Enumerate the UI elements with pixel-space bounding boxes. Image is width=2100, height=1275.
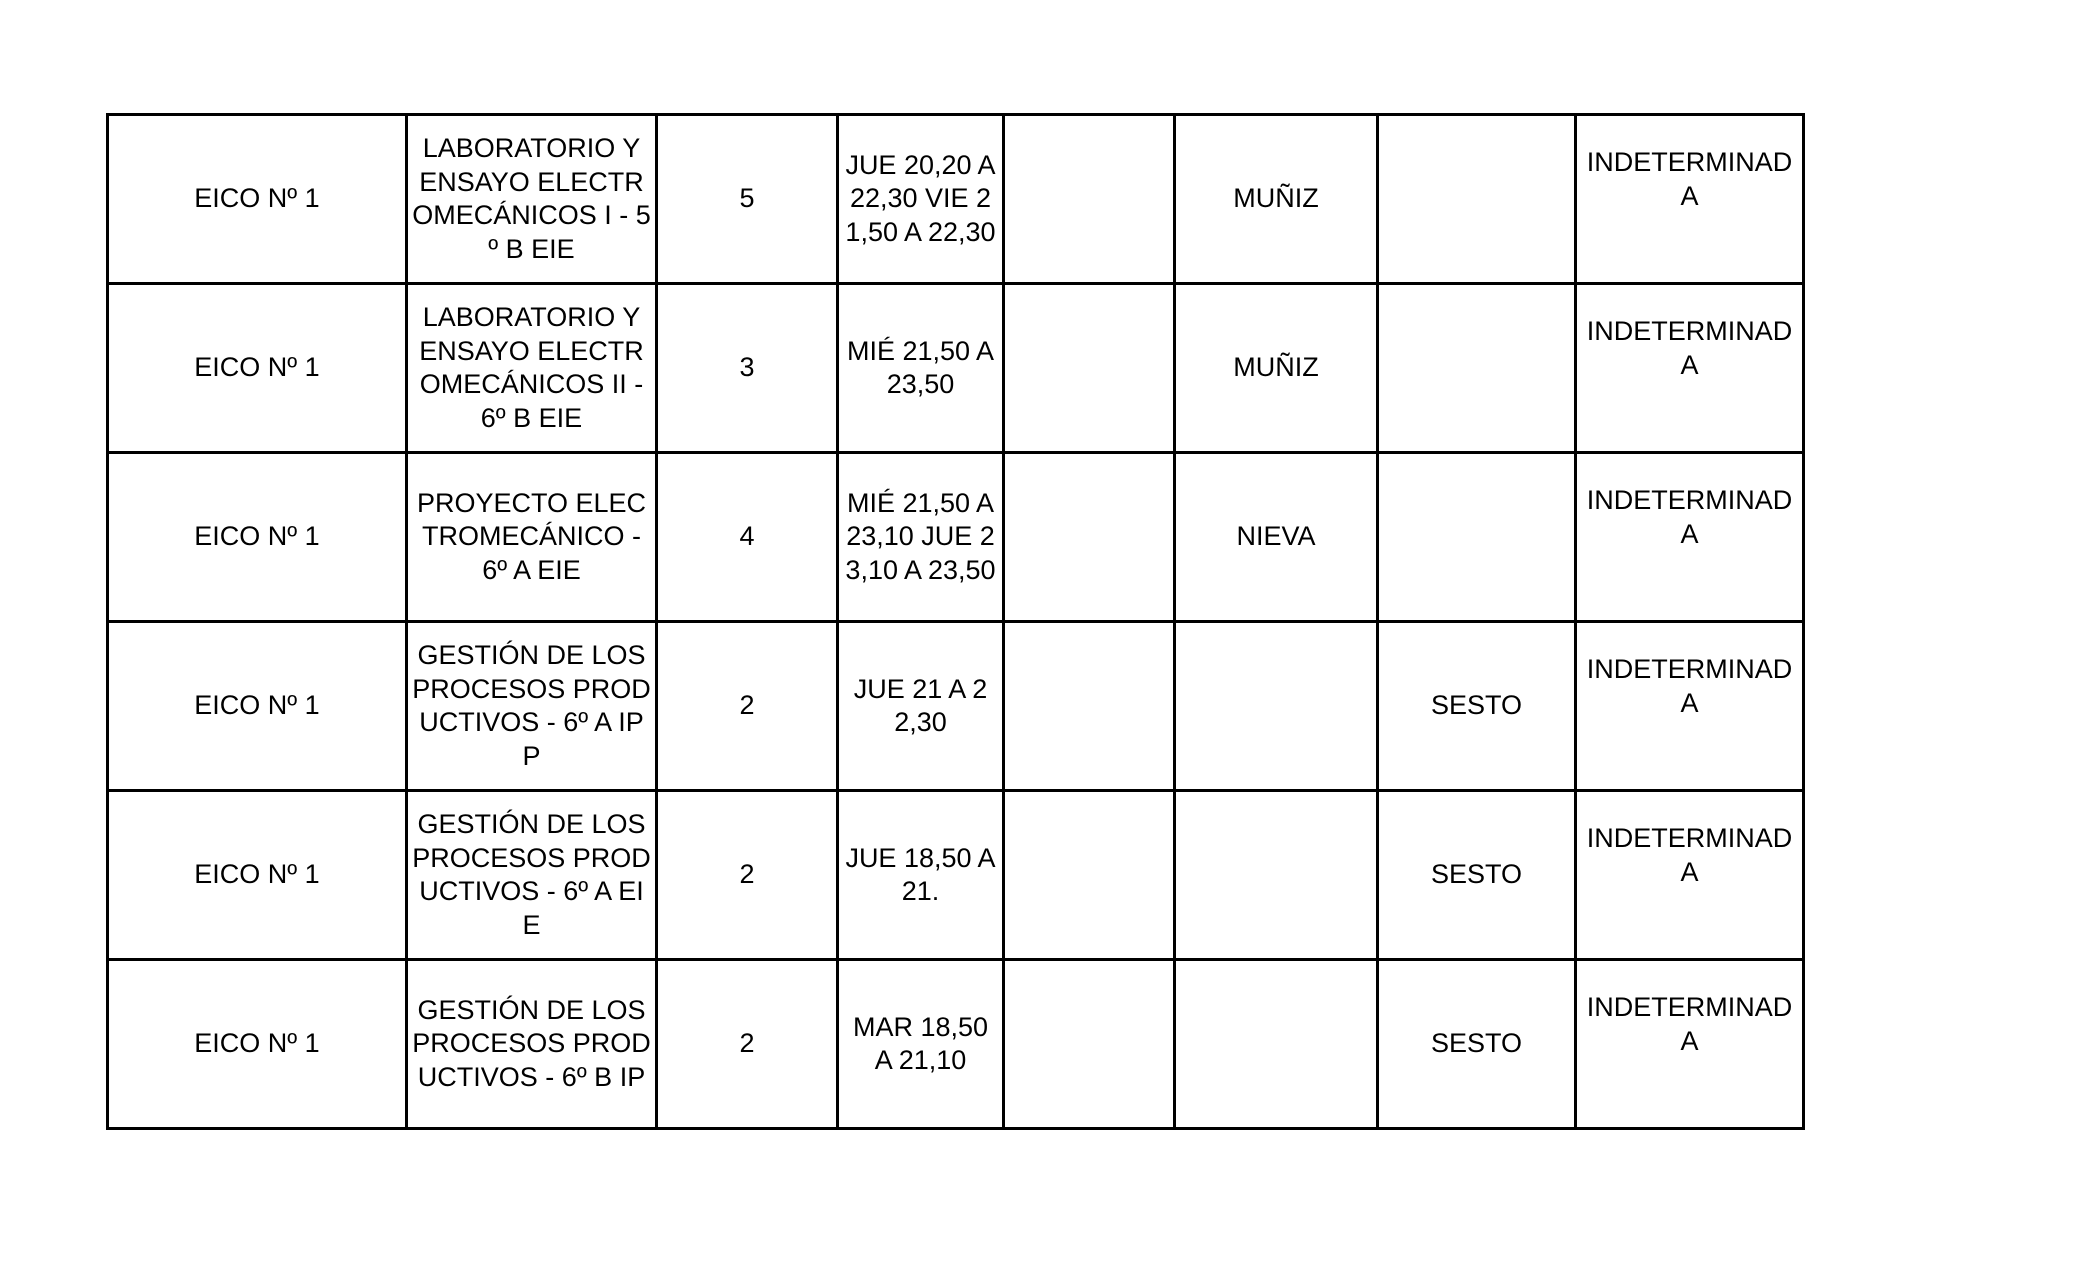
empty-cell <box>1004 622 1175 791</box>
school-cell: EICO Nº 1 <box>108 791 407 960</box>
empty-cell <box>1004 453 1175 622</box>
teacher-alt-cell: SESTO <box>1378 960 1576 1129</box>
status-cell: INDETERMINADA <box>1576 622 1804 791</box>
status-cell: INDETERMINADA <box>1576 284 1804 453</box>
status-cell: INDETERMINADA <box>1576 115 1804 284</box>
table-row <box>108 284 1804 453</box>
teacher-cell: MUÑIZ <box>1175 284 1378 453</box>
status-cell: INDETERMINADA <box>1576 960 1804 1129</box>
schedule-cell: MIÉ 21,50 A 23,10 JUE 23,10 A 23,50 <box>838 453 1004 622</box>
table-row <box>108 453 1804 622</box>
subject-cell: LABORATORIO Y ENSAYO ELECTROMECÁNICOS I - 5º B EIE <box>407 115 657 284</box>
subject-cell: GESTIÓN DE LOS PROCESOS PRODUCTIVOS - 6º B IP <box>407 960 657 1129</box>
hours-cell: 5 <box>657 115 838 284</box>
empty-cell <box>1004 115 1175 284</box>
teacher-alt-cell: SESTO <box>1378 791 1576 960</box>
schedule-cell: JUE 18,50 A 21. <box>838 791 1004 960</box>
subject-cell: LABORATORIO Y ENSAYO ELECTROMECÁNICOS II - 6º B EIE <box>407 284 657 453</box>
empty-cell <box>1004 960 1175 1129</box>
hours-cell: 2 <box>657 791 838 960</box>
school-cell: EICO Nº 1 <box>108 453 407 622</box>
status-cell: INDETERMINADA <box>1576 791 1804 960</box>
teacher-cell <box>1175 960 1378 1129</box>
subject-cell: GESTIÓN DE LOS PROCESOS PRODUCTIVOS - 6º A EIE <box>407 791 657 960</box>
schedule-cell: JUE 20,20 A 22,30 VIE 21,50 A 22,30 <box>838 115 1004 284</box>
schedule-cell: MIÉ 21,50 A 23,50 <box>838 284 1004 453</box>
teacher-cell: NIEVA <box>1175 453 1378 622</box>
table-row <box>108 622 1804 791</box>
school-cell: EICO Nº 1 <box>108 284 407 453</box>
subject-cell: GESTIÓN DE LOS PROCESOS PRODUCTIVOS - 6º A IPP <box>407 622 657 791</box>
hours-cell: 2 <box>657 960 838 1129</box>
subject-cell: PROYECTO ELECTROMECÁNICO - 6º A EIE <box>407 453 657 622</box>
school-cell: EICO Nº 1 <box>108 115 407 284</box>
hours-cell: 4 <box>657 453 838 622</box>
teacher-cell <box>1175 622 1378 791</box>
teacher-alt-cell <box>1378 115 1576 284</box>
table-row <box>108 115 1804 284</box>
schedule-cell: MAR 18,50 A 21,10 <box>838 960 1004 1129</box>
schedule-cell: JUE 21 A 22,30 <box>838 622 1004 791</box>
teacher-cell: MUÑIZ <box>1175 115 1378 284</box>
hours-cell: 3 <box>657 284 838 453</box>
status-cell: INDETERMINADA <box>1576 453 1804 622</box>
school-cell: EICO Nº 1 <box>108 622 407 791</box>
teacher-alt-cell <box>1378 284 1576 453</box>
school-cell: EICO Nº 1 <box>108 960 407 1129</box>
empty-cell <box>1004 284 1175 453</box>
teacher-alt-cell <box>1378 453 1576 622</box>
teacher-cell <box>1175 791 1378 960</box>
hours-cell: 2 <box>657 622 838 791</box>
table-row <box>108 791 1804 960</box>
empty-cell <box>1004 791 1175 960</box>
teacher-alt-cell: SESTO <box>1378 622 1576 791</box>
table-row <box>108 960 1804 1129</box>
schedule-table <box>106 113 1805 1130</box>
